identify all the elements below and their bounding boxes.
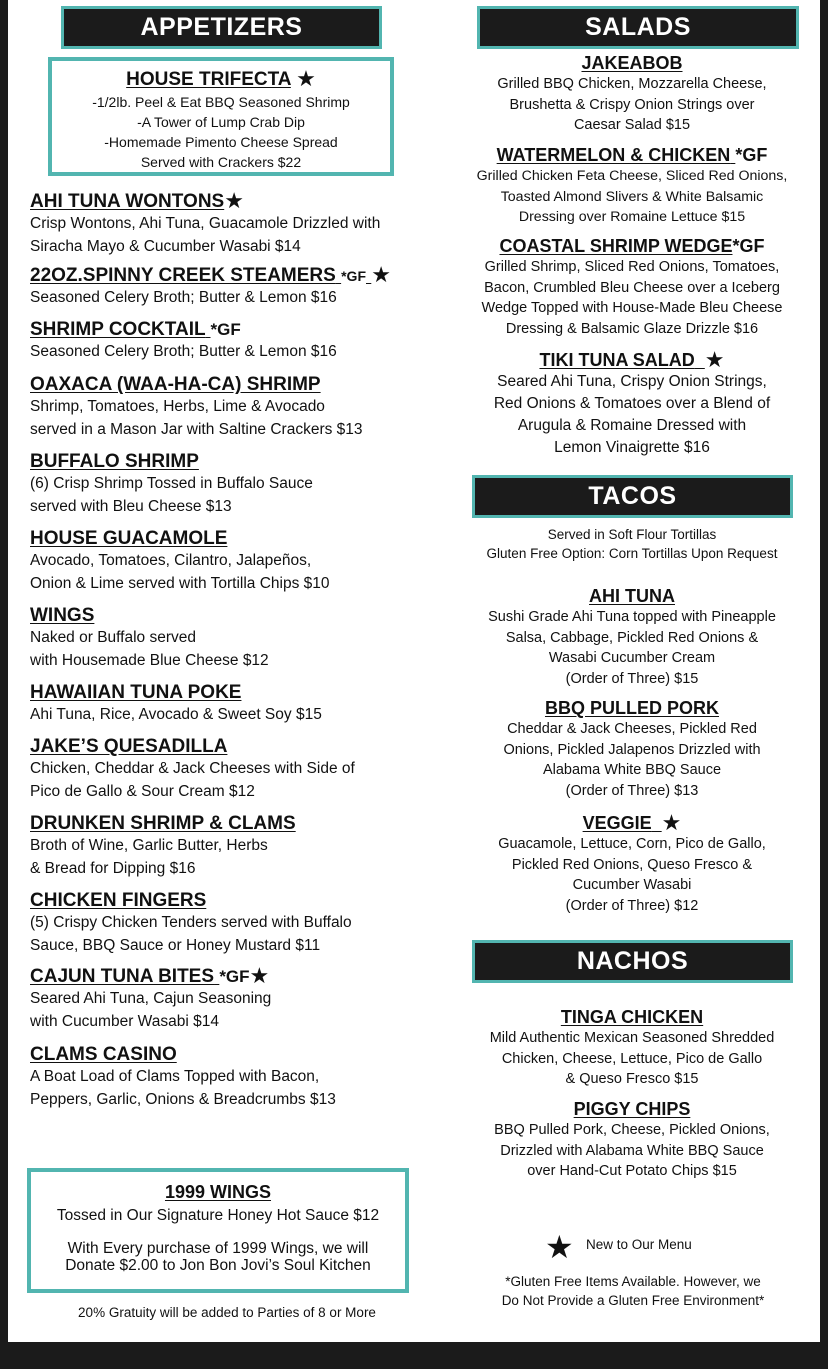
item-desc: Arugula & Romaine Dressed with <box>517 417 747 434</box>
star-icon: ★ <box>545 1229 574 1265</box>
menu-item-drunken-shrimp-clams <box>30 813 425 880</box>
item-name: CAJUN TUNA BITES <box>30 966 215 987</box>
menu-item-oaxaca-shrimp <box>30 374 425 441</box>
item-desc: BBQ Pulled Pork, Cheese, Pickled Onions, <box>494 1122 770 1138</box>
item-desc: Peppers, Garlic, Onions & Breadcrumbs $13 <box>30 1090 336 1108</box>
menu-item-coastal-shrimp-wedge <box>470 235 794 339</box>
item-desc: Mild Authentic Mexican Seasoned Shredded <box>489 1030 775 1046</box>
appetizers-header: APPETIZERS <box>61 6 382 49</box>
tacos-header: TACOS <box>472 475 793 518</box>
item-desc: Lemon Vinaigrette $16 <box>554 439 710 456</box>
item-desc: Seasoned Celery Broth; Butter & Lemon $16 <box>30 289 337 306</box>
trifecta-line: Served with Crackers $22 <box>140 154 302 170</box>
item-name: TIKI TUNA SALAD <box>539 350 695 370</box>
item-name: AHI TUNA <box>589 586 675 606</box>
item-desc: Grilled Shrimp, Sliced Red Onions, Tomatoes, <box>484 259 780 275</box>
item-name: BUFFALO SHRIMP <box>30 451 199 472</box>
menu-item-clams-casino <box>30 1044 425 1111</box>
item-desc: Sushi Grade Ahi Tuna topped with Pineapple <box>488 609 776 625</box>
right-frame <box>820 0 828 1369</box>
gf-badge: *GF <box>732 236 765 256</box>
item-desc: Wedge Topped with House-Made Bleu Cheese <box>481 300 783 316</box>
item-desc: Ahi Tuna, Rice, Avocado & Sweet Soy $15 <box>30 706 322 723</box>
star-icon: ★ <box>661 810 682 835</box>
menu-item-ahi-tuna-wontons <box>30 188 425 258</box>
item-name: WINGS <box>30 605 95 626</box>
menu-item-taco-bbq-pulled-pork <box>470 697 794 801</box>
gratuity-note: 20% Gratuity will be added to Parties of 8 or More <box>78 1305 376 1320</box>
tacos-note-line: Gluten Free Option: Corn Tortillas Upon Request <box>486 546 778 561</box>
house-trifecta-name: HOUSE TRIFECTA <box>126 69 291 90</box>
item-desc: A Boat Load of Clams Topped with Bacon, <box>30 1068 320 1085</box>
item-desc: Alabama White BBQ Sauce <box>542 762 722 778</box>
menu-item-wings <box>30 605 425 672</box>
item-desc: Shrimp, Tomatoes, Herbs, Lime & Avocado <box>30 398 325 415</box>
item-desc: & Bread for Dipping $16 <box>30 859 196 877</box>
trifecta-line: -Homemade Pimento Cheese Spread <box>104 134 338 150</box>
star-icon: ★ <box>704 347 725 372</box>
wings-1999-desc: Tossed in Our Signature Honey Hot Sauce $12 <box>56 1207 380 1224</box>
item-desc: Red Onions & Tomatoes over a Blend of <box>493 395 771 412</box>
item-desc: Grilled BBQ Chicken, Mozzarella Cheese, <box>497 76 767 92</box>
menu-item-cajun-tuna-bites <box>30 963 425 1033</box>
item-desc: Onion & Lime served with Tortilla Chips $10 <box>30 574 330 592</box>
left-frame <box>0 0 8 1369</box>
item-desc: Dressing over Romaine Lettuce $15 <box>518 209 746 225</box>
item-desc: Chicken, Cheese, Lettuce, Pico de Gallo <box>501 1050 763 1067</box>
item-desc: Cheddar & Jack Cheeses, Pickled Red <box>507 721 757 737</box>
menu-item-spinny-creek-steamers <box>30 262 425 310</box>
item-desc: Seasoned Celery Broth; Butter & Lemon $16 <box>30 343 337 360</box>
item-desc: Wasabi Cucumber Cream <box>548 650 716 666</box>
menu-item-house-guacamole <box>30 528 425 595</box>
item-desc: Sauce, BBQ Sauce or Honey Mustard $11 <box>30 936 321 954</box>
gf-badge: *GF <box>210 320 241 339</box>
item-desc: over Hand-Cut Potato Chips $15 <box>527 1163 737 1179</box>
item-name: PIGGY CHIPS <box>573 1099 691 1119</box>
gluten-free-note <box>468 1272 798 1310</box>
item-desc: Grilled Chicken Feta Cheese, Sliced Red Onions, <box>476 168 788 184</box>
item-name: CLAMS CASINO <box>30 1044 177 1065</box>
item-desc: Broth of Wine, Garlic Butter, Herbs <box>30 837 268 854</box>
item-desc: Bacon, Crumbled Bleu Cheese over a Iceberg <box>484 279 780 296</box>
star-icon: ★ <box>296 66 316 91</box>
item-name: CHICKEN FINGERS <box>30 890 207 911</box>
item-desc: Chicken, Cheddar & Jack Cheeses with Side of <box>30 760 355 777</box>
menu-item-jakeabob <box>470 52 794 136</box>
trifecta-line: -1/2lb. Peel & Eat BBQ Seasoned Shrimp <box>92 94 350 110</box>
wings-1999-box <box>27 1168 409 1293</box>
item-name: HAWAIIAN TUNA POKE <box>30 682 242 703</box>
menu-item-piggy-chips <box>470 1098 794 1182</box>
gf-badge: *GF <box>735 145 768 165</box>
star-icon: ★ <box>249 963 270 988</box>
house-trifecta-box <box>48 57 394 176</box>
menu-item-taco-veggie <box>470 812 794 916</box>
item-name: OAXACA (WAA-HA-CA) SHRIMP <box>30 374 321 395</box>
menu-item-tinga-chicken <box>470 1006 794 1090</box>
item-name: HOUSE GUACAMOLE <box>30 528 228 549</box>
item-desc: Salsa, Cabbage, Pickled Red Onions & <box>505 629 759 646</box>
item-desc: Seared Ahi Tuna, Crispy Onion Strings, <box>497 373 767 390</box>
gf-badge: *GF <box>219 967 250 986</box>
wings-1999-donation: With Every purchase of 1999 Wings, we will <box>67 1240 369 1257</box>
wings-1999-donation: Donate $2.00 to Jon Bon Jovi’s Soul Kitchen <box>65 1257 371 1274</box>
item-desc: with Housemade Blue Cheese $12 <box>30 651 269 669</box>
item-name: 22OZ.SPINNY CREEK STEAMERS <box>30 265 336 286</box>
menu-item-jakes-quesadilla <box>30 736 425 803</box>
star-icon: ★ <box>224 188 244 213</box>
item-desc: (5) Crispy Chicken Tenders served with Buffalo <box>30 914 352 931</box>
legend-new <box>545 1230 765 1264</box>
item-desc: served with Bleu Cheese $13 <box>30 497 232 515</box>
trifecta-line: -A Tower of Lump Crab Dip <box>137 114 305 130</box>
star-icon: ★ <box>371 262 392 287</box>
legend-new-text: New to Our Menu <box>586 1237 692 1252</box>
tacos-note-line: Served in Soft Flour Tortillas <box>547 527 717 542</box>
item-desc: Drizzled with Alabama White BBQ Sauce <box>500 1142 764 1159</box>
item-name: WATERMELON & CHICKEN <box>496 145 731 165</box>
item-desc: with Cucumber Wasabi $14 <box>30 1012 219 1030</box>
item-desc: Avocado, Tomatoes, Cilantro, Jalapeños, <box>30 552 312 569</box>
item-name: VEGGIE <box>582 813 652 833</box>
menu-item-hawaiian-tuna-poke <box>30 682 425 727</box>
item-desc: Brushetta & Crispy Onion Strings over <box>509 96 755 113</box>
item-name: DRUNKEN SHRIMP & CLAMS <box>30 813 296 834</box>
menu-item-buffalo-shrimp <box>30 451 425 518</box>
item-desc: Pickled Red Onions, Queso Fresco & <box>511 856 753 873</box>
item-desc: Toasted Almond Slivers & White Balsamic <box>500 188 764 205</box>
item-desc: Naked or Buffalo served <box>30 629 197 646</box>
menu-item-taco-ahi-tuna <box>470 585 794 689</box>
item-desc: Cucumber Wasabi <box>572 877 692 893</box>
item-name: JAKE’S QUESADILLA <box>30 736 228 757</box>
item-desc: Onions, Pickled Jalapenos Drizzled with <box>503 741 761 758</box>
menu-item-shrimp-cocktail <box>30 319 425 364</box>
item-name: AHI TUNA WONTONS <box>30 191 225 212</box>
salads-header: SALADS <box>477 6 799 49</box>
item-desc: Pico de Gallo & Sour Cream $12 <box>30 782 255 800</box>
tacos-note <box>470 525 794 563</box>
item-desc: (Order of Three) $13 <box>565 782 699 799</box>
item-desc: Crisp Wontons, Ahi Tuna, Guacamole Drizzled with <box>30 215 381 232</box>
gf-badge: *GF <box>341 268 366 284</box>
menu-item-chicken-fingers <box>30 890 425 957</box>
item-desc: (Order of Three) $12 <box>565 897 699 914</box>
item-desc: & Queso Fresco $15 <box>565 1071 699 1087</box>
nachos-header: NACHOS <box>472 940 793 983</box>
item-desc: Siracha Mayo & Cucumber Wasabi $14 <box>30 237 301 255</box>
menu-item-watermelon-chicken <box>470 144 794 228</box>
item-name: COASTAL SHRIMP WEDGE <box>499 236 733 256</box>
item-name: BBQ PULLED PORK <box>544 698 719 718</box>
item-name: JAKEABOB <box>581 53 683 73</box>
item-desc: (Order of Three) $15 <box>565 670 699 687</box>
item-desc: Caesar Salad $15 <box>573 117 691 133</box>
item-desc: (6) Crisp Shrimp Tossed in Buffalo Sauce <box>30 475 313 492</box>
item-desc: served in a Mason Jar with Saltine Crackers $13 <box>30 420 363 438</box>
menu-item-tiki-tuna-salad <box>470 349 794 459</box>
gf-note-line: *Gluten Free Items Available. However, we <box>505 1274 761 1289</box>
item-name: SHRIMP COCKTAIL <box>30 319 206 340</box>
wings-1999-name: 1999 WINGS <box>164 1182 272 1202</box>
item-desc: Guacamole, Lettuce, Corn, Pico de Gallo, <box>498 836 766 852</box>
item-name: TINGA CHICKEN <box>560 1007 704 1027</box>
item-desc: Seared Ahi Tuna, Cajun Seasoning <box>30 990 272 1007</box>
gf-note-line: Do Not Provide a Gluten Free Environment* <box>501 1293 765 1308</box>
bottom-frame <box>0 1342 828 1369</box>
item-desc: Dressing & Balsamic Glaze Drizzle $16 <box>505 320 759 337</box>
